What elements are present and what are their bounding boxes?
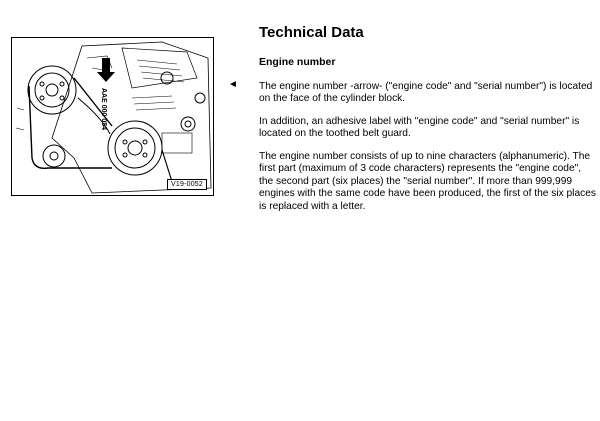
- paragraph-engine-number-location: The engine number -arrow- ("engine code" and "serial number") is located on the face of the cylinder block.: [259, 81, 593, 105]
- engine-illustration: [11, 37, 214, 196]
- paragraph-engine-number-format: The engine number consists of up to nine characters (alphanumeric). The first part (maximum of 3 code characters) represents the "engine code", the second part (six places) the "serial number". If more than 999,999 engines with the same code have been produced, the first of the six places is replaced with a letter.: [259, 151, 596, 212]
- section-heading: Engine number: [259, 56, 336, 68]
- engine-drawing: [12, 38, 213, 195]
- figure-code: V19-0052: [167, 179, 207, 190]
- engine-number-label: AAE 000 054: [100, 88, 107, 131]
- paragraph-adhesive-label: In addition, an adhesive label with "engine code" and "serial number" is located on the toothed belt guard.: [259, 116, 580, 140]
- page-title: Technical Data: [259, 24, 364, 41]
- pointer-triangle-icon: ◄: [228, 79, 238, 90]
